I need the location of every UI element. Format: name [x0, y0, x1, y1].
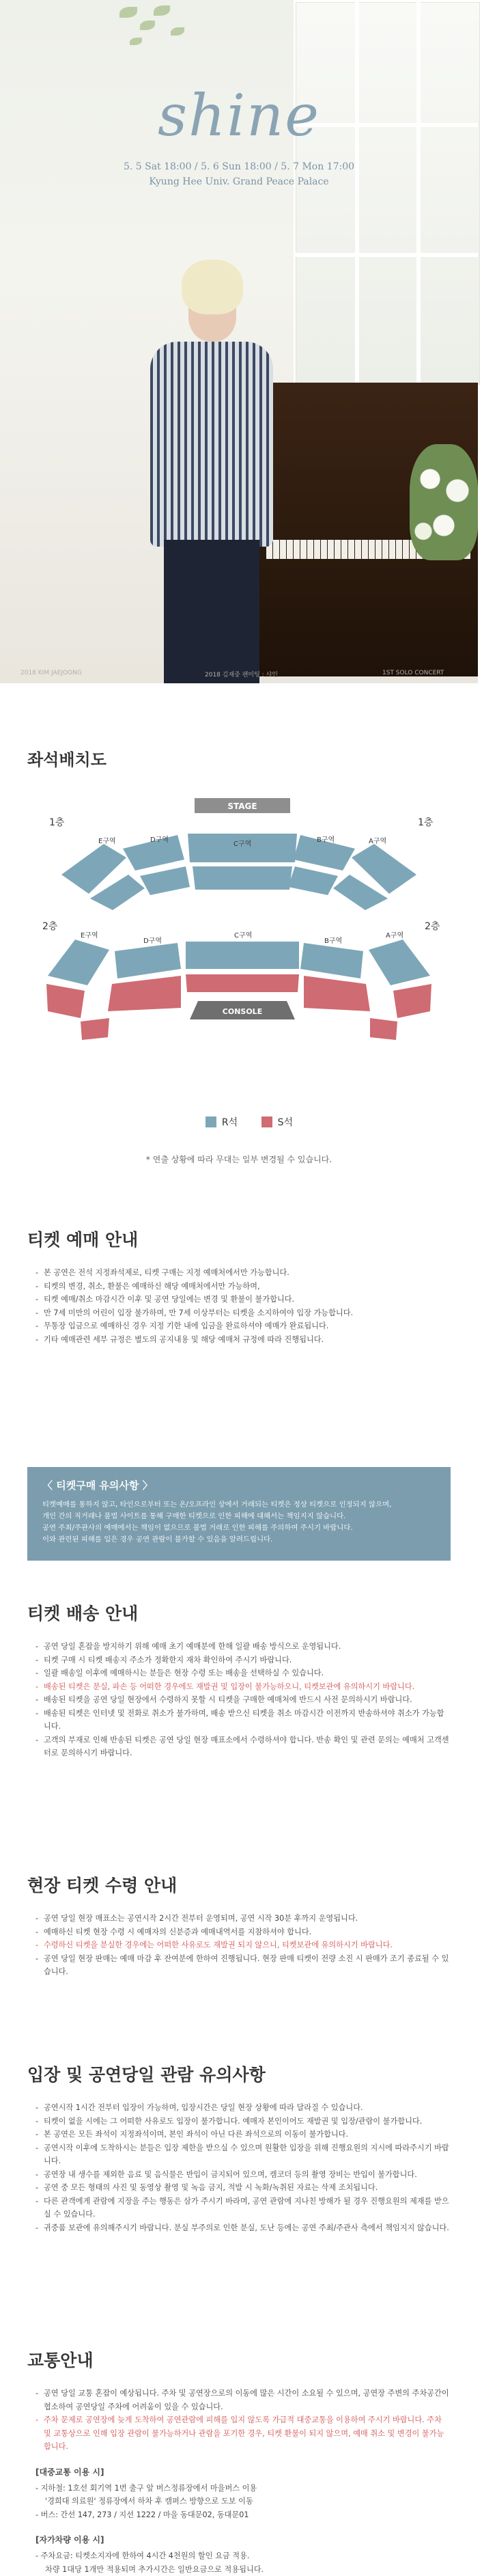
leaf-decoration	[154, 5, 170, 16]
seat-block-2f-e	[48, 940, 109, 985]
floor-label-1f-right: 1층	[418, 817, 434, 828]
hero-poster	[0, 0, 478, 683]
list-item: - 다른 관객에게 관람에 지장을 주는 행동은 삼가 주시기 바라며, 공연 관람에 지나친 방해가 될 경우 진행요원의 제재를 받으실 수 있습니다.	[36, 2195, 451, 2221]
seat-block-2f-e-s	[46, 984, 85, 1018]
zone-label-1f-b: B구역	[317, 835, 335, 844]
delivery-section	[27, 1600, 451, 1760]
zone-label-2f-e: E구역	[81, 931, 98, 940]
list-item: - 본 공연은 모든 좌석이 지정좌석이며, 본인 좌석이 아닌 다른 좌석으로의 이동이 불가합니다.	[36, 2128, 451, 2141]
list-item: - 배송된 티켓은 인터넷 및 전화로 취소가 불가하며, 배송 받으신 티켓을 취소 마감시간 이전까지 반송하셔야 취소가 가능합니다.	[36, 1707, 451, 1734]
list-item: - 본 공연은 전석 지정좌석제로, 티켓 구매는 지정 예매처에서만 가능합니다.	[36, 1266, 451, 1280]
seat-legend	[0, 1115, 478, 1129]
flower-bouquet	[410, 444, 478, 560]
list-item: - 배송된 티켓을 공연 당일 현장에서 수령하지 못할 시 티켓을 구매한 예매처에 반드시 사전 문의하시기 바랍니다.	[36, 1693, 451, 1707]
floor-2-seats	[46, 940, 431, 1040]
leaf-decoration	[119, 7, 137, 18]
list-item: - 기타 예매관련 세부 규정은 별도의 공지내용 및 해당 예매처 규정에 따라 진행됩니다.	[36, 1333, 451, 1347]
zone-label-2f-b: B구역	[324, 936, 342, 945]
public-transport-line: '경희대 의료원' 정류장에서 하차 후 캠퍼스 방향으로 도보 이동	[36, 2495, 451, 2508]
entry-section	[27, 2061, 451, 2234]
seating-heading: 좌석배치도	[27, 746, 107, 770]
delivery-list	[27, 1640, 451, 1760]
seat-block-2f-b-s	[304, 976, 370, 1011]
list-item: - 공연 중 모든 형태의 사진 및 동영상 촬영 및 녹음 금지, 적발 시 녹화/녹취된 자료는 삭제 조치됩니다.	[36, 2181, 451, 2195]
seat-block-1f-b2	[288, 866, 338, 895]
ticketing-section	[27, 1227, 451, 1346]
poster-venue: Kyung Hee Univ. Grand Peace Palace	[0, 176, 478, 187]
seat-block-1f-c	[188, 834, 297, 862]
entry-heading: 입장 및 공연당일 관람 유의사항	[27, 2061, 451, 2086]
list-item: - 공연 당일 교통 혼잡이 예상됩니다. 주차 및 공연장으로의 이동에 많은 시간이 소요될 수 있으며, 공연장 주변의 주차공간이 협소하여 공연당일 주차에 어려움이 있을 수 있습니다.	[36, 2387, 451, 2413]
list-item: - 일괄 배송일 이후에 예매하시는 분들은 현장 수령 또는 배송을 선택하실 수 있습니다.	[36, 1667, 451, 1680]
list-item: - 공연 당일 현장 매표소는 공연시작 2시간 전부터 운영되며, 공연 시작 30분 후까지 운영됩니다.	[36, 1912, 451, 1926]
zone-label-2f-a: A구역	[386, 931, 403, 940]
list-item: - 공연시작 이후에 도착하시는 분들은 입장 제한을 받으실 수 있으며 원활한 입장을 위해 진행요원의 지시에 따라주시기 바랍니다.	[36, 2141, 451, 2168]
list-item: - 티켓의 변경, 취소, 환불은 예매하신 해당 예매처에서만 가능하며,	[36, 1280, 451, 1293]
legend-swatch-s	[261, 1116, 272, 1127]
seat-block-2f-d	[115, 943, 181, 978]
poster-footer-left: 2018 KIM JAEJOONG	[20, 670, 82, 676]
public-transport-line: - 버스: 간선 147, 273 / 지선 1222 / 마을 동대문02, 동대문01	[36, 2508, 451, 2522]
transport-section	[27, 2347, 451, 2576]
list-item: - 공연 당일 현장 판매는 예매 마감 후 잔여분에 한하여 진행됩니다. 현장 판매 티켓이 전량 소진 시 판매가 조기 종료될 수 있습니다.	[36, 1952, 451, 1979]
zone-label-1f-d: D구역	[150, 835, 169, 844]
stage-label: STAGE	[227, 801, 257, 811]
ticketing-list	[27, 1266, 451, 1346]
transport-heading: 교통안내	[27, 2347, 451, 2372]
zone-label-2f-c: C구역	[234, 931, 252, 940]
entry-list	[27, 2101, 451, 2234]
list-item: - 티켓 구매 시 티켓 배송지 주소가 정확한지 재차 확인하여 주시기 바랍니다.	[36, 1654, 451, 1667]
zone-label-1f-c: C구역	[233, 839, 251, 848]
list-item: - 공연시작 1시간 전부터 입장이 가능하며, 입장시간은 당일 현장 상황에 따라 달라질 수 있습니다.	[36, 2101, 451, 2115]
list-item: - 만 7세 미만의 어린이 입장 불가하며, 만 7세 이상부터는 티켓을 소지하여야 입장 가능합니다.	[36, 1306, 451, 1320]
list-item: - 예매하신 티켓 현장 수령 시 예매자의 신분증과 예매내역서를 지참하셔야 합니다.	[36, 1926, 451, 1939]
seat-block-2f-d-s	[108, 976, 181, 1011]
poster-footer-center: 2018 김재중 팬미팅 : 샤인	[205, 670, 278, 679]
seat-block-1f-c2	[193, 866, 292, 890]
onsite-heading: 현장 티켓 수령 안내	[27, 1872, 451, 1897]
seat-block-2f-a-s	[393, 984, 431, 1018]
leaf-decoration	[171, 27, 184, 36]
car-line: - 주차요금: 티켓소지자에 한하여 4시간 4천원의 할인 요금 적용.	[36, 2549, 451, 2563]
floor-label-2f-left: 2층	[42, 921, 58, 932]
transport-list	[27, 2387, 451, 2454]
seat-block-1f-d2	[140, 866, 190, 895]
public-transport-line: - 지하철: 1호선 회기역 1번 출구 앞 버스정류장에서 마을버스 이용	[36, 2482, 451, 2495]
list-item-warning: - 수령하신 티켓을 분실한 경우에는 어떠한 사유로도 재발권 되지 않으니, 티켓보관에 유의하시기 바랍니다.	[36, 1938, 451, 1952]
list-item: - 공연장 내 생수를 제외한 음료 및 음식물은 반입이 금지되어 있으며, 캠코더 등의 촬영 장비는 반입이 불가합니다.	[36, 2168, 451, 2182]
seat-note: * 연출 상황에 따라 무대는 일부 변경될 수 있습니다.	[0, 1153, 478, 1165]
seat-block-2f-a-s2	[370, 1018, 397, 1040]
list-item: - 공연 당일 혼잡을 방지하기 위해 예매 초기 예매분에 한해 일괄 배송 방식으로 운영됩니다.	[36, 1640, 451, 1654]
onsite-list	[27, 1912, 451, 1979]
poster-title: shine	[0, 82, 478, 149]
poster-dates: 5. 5 Sat 18:00 / 5. 6 Sun 18:00 / 5. 7 Mon 17:00	[0, 161, 478, 172]
background-window	[294, 0, 482, 387]
car-line: 차량 1대당 1개만 적용되며 추가시간은 일반요금으로 적용됩니다.	[36, 2563, 451, 2576]
list-item: - 무통장 입금으로 예매하신 경우 지정 기한 내에 입금을 완료하셔야 예매가 완료됩니다.	[36, 1319, 451, 1333]
seat-block-2f-b	[300, 943, 363, 978]
zone-label-1f-e: E구역	[98, 836, 116, 845]
seat-block-2f-e-s2	[81, 1018, 109, 1040]
window-frame	[294, 253, 478, 257]
console-label: CONSOLE	[223, 1007, 262, 1016]
legend-label-r: R석	[222, 1117, 238, 1128]
list-item-warning: - 배송된 티켓은 분실, 파손 등 어떠한 경우에도 재발권 및 입장이 불가능하오니, 티켓보관에 유의하시기 바랍니다.	[36, 1680, 451, 1694]
floor-label-2f-right: 2층	[425, 921, 440, 932]
seat-map	[41, 786, 437, 1100]
car-title: [자가차량 이용 시]	[36, 2534, 451, 2545]
zone-label-1f-a: A구역	[369, 836, 386, 845]
floor-label-1f-left: 1층	[49, 817, 65, 828]
window-frame	[416, 0, 421, 383]
poster-footer-right: 1ST SOLO CONCERT	[382, 670, 444, 676]
seat-block-2f-a	[369, 940, 430, 985]
seat-block-2f-c	[186, 942, 299, 969]
notice-title: 〈 티켓구매 유의사항 〉	[42, 1478, 436, 1492]
zone-label-2f-d: D구역	[143, 936, 162, 945]
legend-label-s: S석	[278, 1117, 293, 1128]
notice-line: 개인 간의 직거래나 불법 사이트를 통해 구매한 티켓으로 인한 피해에 대해서는 책임지지 않습니다.	[42, 1511, 436, 1522]
public-transport-title: [대중교통 이용 시]	[36, 2466, 451, 2478]
ticketing-heading: 티켓 예매 안내	[27, 1227, 451, 1251]
window-frame	[355, 0, 359, 383]
list-item-warning: - 주차 문제로 공연장에 늦게 도착하여 공연관람에 피해를 입지 않도록 가급적 대중교통을 이용하여 주시기 바랍니다. 주차 및 교통상으로 인해 입장 관람이 불가능하거나 관람을 포기한 경우, 티켓 환불이 되지 않으며, 예매 취소 및 변경이 불가능합니다.	[36, 2413, 451, 2454]
list-item: - 티켓 예매/취소 마감시간 이후 및 공연 당일에는 변경 및 환불이 불가합니다.	[36, 1293, 451, 1306]
list-item: - 고객의 부재로 인해 반송된 티켓은 공연 당일 현장 매표소에서 수령하셔야 합니다. 반송 확인 및 관련 문의는 예매처 고객센터로 문의하시기 바랍니다.	[36, 1734, 451, 1760]
legend-swatch-r	[205, 1116, 216, 1127]
notice-line: 공연 주최/주관사의 예매에서는 책임이 없으므로 불법 거래로 인한 피해를 주의하여 주시기 바랍니다.	[42, 1522, 436, 1534]
seat-block-2f-c-s	[186, 974, 299, 992]
ticket-notice-box	[27, 1467, 451, 1561]
leaf-decoration	[130, 38, 142, 45]
delivery-heading: 티켓 배송 안내	[27, 1600, 451, 1625]
notice-line: 이와 관련된 피해를 입은 경우 공연 관람이 불가할 수 있음을 알려드립니다.	[42, 1534, 436, 1546]
notice-line: 티켓예매를 통하지 않고, 타인으로부터 또는 온/오프라인 상에서 거래되는 티켓은 정상 티켓으로 인정되지 않으며,	[42, 1499, 436, 1511]
leaf-decoration	[140, 20, 155, 30]
onsite-section	[27, 1872, 451, 1979]
list-item: - 귀중품 보관에 유의해주시기 바랍니다. 분실 부주의로 인한 분실, 도난 등에는 공연 주최/주관사 측에서 책임지지 않습니다.	[36, 2221, 451, 2235]
artist-photo	[130, 260, 294, 683]
list-item: - 티켓이 없을 시에는 그 어떠한 사유로도 입장이 불가합니다. 예매자 본인이어도 재발권 및 입장/관람이 불가합니다.	[36, 2115, 451, 2128]
